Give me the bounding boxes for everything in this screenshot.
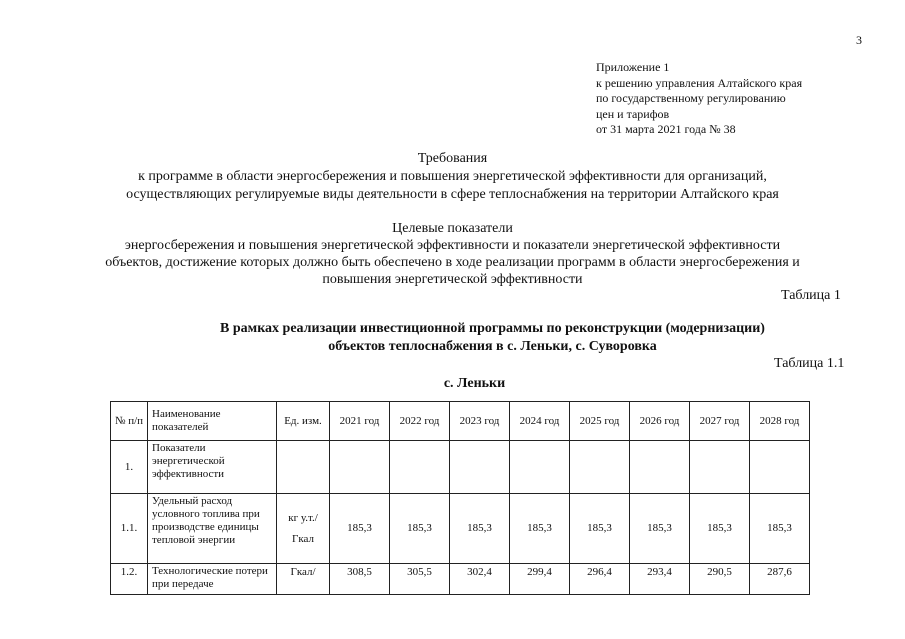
- value-cell: 185,3: [510, 494, 570, 564]
- header-cell: 2024 год: [510, 402, 570, 441]
- row-unit: [277, 494, 330, 564]
- value-cell: 296,4: [570, 564, 630, 595]
- table-header-row: [111, 402, 810, 441]
- header-cell: Наименование показателей: [148, 402, 277, 441]
- requirements-title: Требования: [417, 151, 488, 166]
- value-cell: 305,5: [390, 564, 450, 595]
- header-cell: 2025 год: [570, 402, 630, 441]
- requirements-line: осуществляющих регулируемые виды деятельности в сфере теплоснабжения на территории Алтайского края: [126, 187, 779, 202]
- program-heading-line: В рамках реализации инвестиционной программы по реконструкции (модернизации): [220, 321, 765, 336]
- value-cell: [630, 441, 690, 494]
- row-unit: Гкал/: [277, 564, 330, 595]
- unit-numerator: кг у.т./: [288, 511, 318, 524]
- table-row: [111, 564, 810, 595]
- table-1-label: Таблица 1: [781, 288, 841, 303]
- value-cell: 185,3: [450, 494, 510, 564]
- targets-line: повышения энергетической эффективности: [322, 272, 583, 287]
- header-cell: 2028 год: [750, 402, 810, 441]
- page-number: 3: [856, 33, 862, 47]
- program-heading-line: объектов теплоснабжения в с. Леньки, с. Суворовка: [328, 339, 657, 354]
- targets-line: объектов, достижение которых должно быть обеспечено в ходе реализации программ в области энергосбережения и: [105, 255, 800, 270]
- value-cell: [690, 441, 750, 494]
- row-name: Удельный расход условного топлива при производстве единицы тепловой энергии: [148, 494, 277, 564]
- table-row: [111, 441, 810, 494]
- value-cell: 287,6: [750, 564, 810, 595]
- table-row: [111, 494, 810, 564]
- attachment-line: по государственному регулированию: [596, 91, 786, 105]
- header-cell: 2026 год: [630, 402, 690, 441]
- attachment-block: [596, 60, 802, 138]
- value-cell: [330, 441, 390, 494]
- value-cell: [510, 441, 570, 494]
- row-number: 1.1.: [111, 494, 148, 564]
- row-name: Технологические потери при передаче: [148, 564, 277, 595]
- attachment-line: Приложение 1: [596, 60, 670, 74]
- row-name: Показатели энергетической эффективности: [148, 441, 277, 494]
- attachment-line: к решению управления Алтайского края: [596, 75, 803, 90]
- value-cell: [390, 441, 450, 494]
- table-1-1-label: Таблица 1.1: [774, 356, 845, 371]
- value-cell: 185,3: [330, 494, 390, 564]
- row-unit: [277, 441, 330, 494]
- requirements-line: к программе в области энергосбережения и повышения энергетической эффективности для организаций,: [138, 169, 767, 184]
- attachment-line: от 31 марта 2021 года № 38: [596, 122, 736, 136]
- targets-title: Целевые показатели: [392, 221, 513, 236]
- value-cell: 293,4: [630, 564, 690, 595]
- header-cell: 2027 год: [690, 402, 750, 441]
- header-cell: 2023 год: [450, 402, 510, 441]
- value-cell: [450, 441, 510, 494]
- value-cell: 302,4: [450, 564, 510, 595]
- header-cell: № п/п: [111, 402, 148, 441]
- value-cell: 185,3: [570, 494, 630, 564]
- value-cell: 308,5: [330, 564, 390, 595]
- targets-line: энергосбережения и повышения энергетической эффективности и показатели энергетической эффективности: [124, 238, 781, 253]
- row-number: 1.: [111, 441, 148, 494]
- indicators-table: [110, 401, 810, 595]
- attachment-line: цен и тарифов: [596, 106, 670, 121]
- value-cell: 185,3: [750, 494, 810, 564]
- header-cell: 2021 год: [330, 402, 390, 441]
- value-cell: 185,3: [390, 494, 450, 564]
- header-cell: 2022 год: [390, 402, 450, 441]
- value-cell: [570, 441, 630, 494]
- value-cell: 299,4: [510, 564, 570, 595]
- value-cell: 185,3: [690, 494, 750, 564]
- village-heading: с. Леньки: [443, 376, 506, 391]
- unit-denominator: Гкал: [291, 532, 314, 545]
- value-cell: 185,3: [630, 494, 690, 564]
- value-cell: 290,5: [690, 564, 750, 595]
- header-cell: Ед. изм.: [277, 402, 330, 441]
- value-cell: [750, 441, 810, 494]
- row-number: 1.2.: [111, 564, 148, 595]
